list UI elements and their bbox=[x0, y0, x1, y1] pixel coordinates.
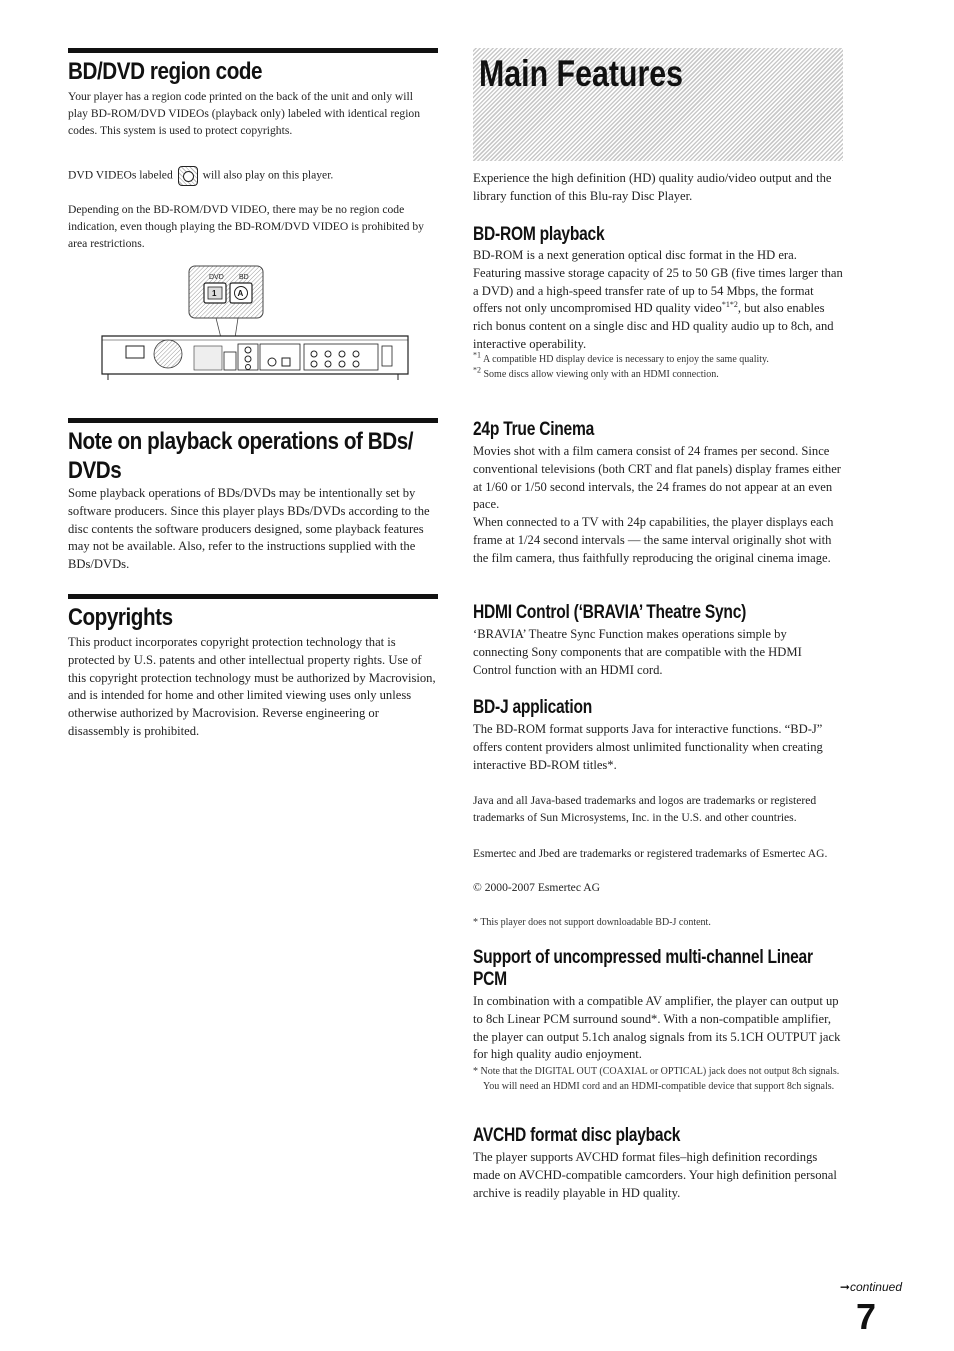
banner-title: Main Features bbox=[479, 53, 684, 94]
label-dvd: DVD bbox=[209, 274, 224, 281]
footnote-mark-2: *2 bbox=[473, 365, 481, 375]
footnote-ref-2: *2 bbox=[729, 300, 738, 310]
heading-linear-pcm: Support of uncompressed multi-channel Linear PCM bbox=[473, 947, 813, 990]
page-number: 7 bbox=[855, 1296, 876, 1337]
main-features-banner bbox=[473, 48, 843, 161]
continued-text: continued bbox=[849, 1280, 902, 1294]
all-region-icon bbox=[178, 166, 198, 186]
bd-j-paragraph-3: Esmertec and Jbed are trademarks or registered trademarks of Esmertec AG. bbox=[473, 847, 828, 860]
intro-paragraph: Experience the high definition (HD) quality audio/video output and the library function of this Blu-ray Disc Player. bbox=[473, 171, 832, 203]
cinema-paragraph-2: When connected to a TV with 24p capabilities, the player displays each frame at 1/24 second intervals — the same interval originally shot with the film camera, thus faithfully reproducing the original cinema image. bbox=[473, 515, 834, 565]
footnote-mark-1: *1 bbox=[473, 350, 481, 360]
section-region-code bbox=[68, 48, 438, 86]
hdmi-paragraph: ‘BRAVIA’ Theatre Sync Function makes operations simple by connecting Sony components that are compatible with the HDMI Control function with an HDMI cord. bbox=[473, 627, 802, 677]
region-p2-before: DVD VIDEOs labeled bbox=[68, 168, 173, 182]
arrow-right-icon: ➞ bbox=[839, 1280, 850, 1294]
footnote-text-1: A compatible HD display device is necessary to enjoy the same quality. bbox=[482, 354, 769, 365]
bd-region-letter: A bbox=[237, 289, 244, 298]
pcm-footnote: * Note that the DIGITAL OUT (COAXIAL or OPTICAL) jack does not output 8ch signals. You will need an HDMI cord and an HDMI-compatible device that support 8ch signals. bbox=[473, 1066, 840, 1092]
section-title: Note on playback operations of BDs/ DVDs bbox=[68, 428, 414, 484]
section-copyrights bbox=[68, 594, 438, 632]
rear-panel-illustration bbox=[98, 262, 413, 386]
bd-rom-paragraph bbox=[473, 247, 843, 354]
region-number: 1 bbox=[212, 289, 217, 298]
pcm-paragraph: In combination with a compatible AV amplifier, the player can output up to 8ch Linear PCM surround sound*. With a non-compatible amplifier, the player can output 5.1ch analog signals from its 5.1CH OUTPUT jack for high quality audio enjoyment. bbox=[473, 994, 841, 1062]
cinema-paragraph-1: Movies shot with a film camera consist of 24 frames per second. Since conventional televisions (both CRT and flat panels) display frames either at 1/60 or 1/50 second intervals, the 24 frames do not appear at an even pace. bbox=[473, 444, 841, 512]
continued-label bbox=[840, 1280, 902, 1294]
section-rule bbox=[68, 418, 438, 423]
footnote-text-2: Some discs allow viewing only with an HDMI connection. bbox=[483, 369, 719, 380]
heading-avchd: AVCHD format disc playback bbox=[473, 1125, 681, 1146]
footnote-1 bbox=[473, 352, 843, 367]
bd-j-footnote: * This player does not support downloadable BD-J content. bbox=[473, 917, 711, 928]
region-paragraph-2 bbox=[68, 166, 438, 186]
section-rule bbox=[68, 594, 438, 599]
region-paragraph-1: Your player has a region code printed on the back of the unit and only will play BD-ROM/DVD VIDEOs (playback only) labeled with identical region codes. This system is used to protect copyrights. bbox=[68, 90, 421, 137]
label-bd: BD bbox=[239, 274, 249, 281]
bd-j-paragraph-2: Java and all Java-based trademarks and logos are trademarks or registered trademarks of Sun Microsystems, Inc. in the U.S. and other countries. bbox=[473, 794, 817, 824]
heading-bd-rom: BD-ROM playback bbox=[473, 224, 605, 245]
bd-rom-text-1: BD-ROM is a next generation optical disc format in the HD era. Featuring massive storage capacity of 25 to 50 GB (five times larger than a DVD) and a high-speed transfer rate of up to 54 Mbps, the format offers not only uncompromised HD quality video bbox=[473, 248, 843, 316]
bd-j-paragraph-4: © 2000-2007 Esmertec AG bbox=[473, 881, 600, 894]
copyrights-paragraph: This product incorporates copyright protection technology that is protected by U.S. patents and other intellectual property rights. Use of this copyright protection technology must be authorized by Macrovision, and is intended for home and other limited viewing uses only unless otherwise authorized by Macrovision. Reverse engineering or disassembly is prohibited. bbox=[68, 635, 436, 738]
avchd-paragraph: The player supports AVCHD format files–high definition recordings made on AVCHD-compatible camcorders. Your high definition personal archive is readily playable in HD quality. bbox=[473, 1150, 837, 1200]
section-title: BD/DVD region code bbox=[68, 58, 263, 85]
heading-24p-cinema: 24p True Cinema bbox=[473, 419, 595, 440]
section-rule bbox=[68, 48, 438, 53]
bd-j-paragraph-1: The BD-ROM format supports Java for interactive functions. “BD-J” offers content providers almost unlimited functionality when creating interactive BD-ROM titles*. bbox=[473, 722, 823, 772]
section-title: Copyrights bbox=[68, 604, 173, 631]
region-p2-after: will also play on this player. bbox=[202, 168, 334, 182]
bd-rom-footnotes bbox=[473, 352, 843, 382]
bd-rom-text-2: , but also enables rich bonus content on a single disc and HD quality audio up to 8ch, and interactive operability. bbox=[473, 301, 834, 351]
footnote-2 bbox=[473, 367, 843, 382]
section-playback-note bbox=[68, 418, 438, 485]
heading-hdmi-control: HDMI Control (‘BRAVIA’ Theatre Sync) bbox=[473, 602, 747, 623]
region-paragraph-3: Depending on the BD-ROM/DVD VIDEO, there may be no region code indication, even though playing the BD-ROM/DVD VIDEO is prohibited by area restrictions. bbox=[68, 203, 424, 250]
note-paragraph: Some playback operations of BDs/DVDs may be intentionally set by software producers. Since this player plays BDs/DVDs according to the disc contents the software producers designed, some playback features may not be available. Also, refer to the instructions supplied with the BDs/DVDs. bbox=[68, 486, 430, 572]
heading-bd-j: BD-J application bbox=[473, 697, 592, 718]
footnote-ref-1: *1 bbox=[721, 300, 730, 310]
